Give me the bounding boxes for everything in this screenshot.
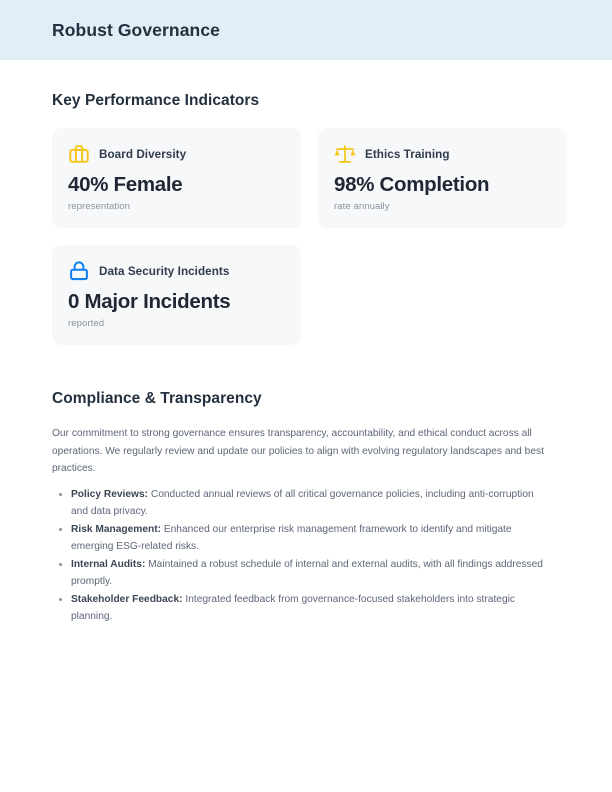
list-item: [52, 556, 552, 591]
kpi-sublabel: rate annually: [334, 200, 390, 212]
kpi-section-heading: Key Performance Indicators: [52, 92, 260, 109]
briefcase-icon: [68, 143, 90, 165]
kpi-card-board-diversity: [52, 128, 301, 228]
kpi-card-header: [68, 142, 285, 166]
kpi-card-header: [334, 142, 551, 166]
list-item-text: Maintained a robust schedule of internal and external audits, with all findings addressed promptly.: [71, 558, 543, 587]
list-item-term: Internal Audits:: [71, 558, 146, 570]
list-item: [52, 591, 552, 626]
list-item-term: Risk Management:: [71, 523, 162, 535]
kpi-sublabel: representation: [68, 200, 131, 212]
kpi-card-data-security-incidents: [52, 245, 301, 345]
list-item-text: Integrated feedback from governance-focused stakeholders into strategic planning.: [71, 593, 515, 622]
kpi-sublabel: reported: [68, 317, 105, 329]
kpi-label: Data Security Incidents: [99, 264, 230, 278]
list-item-text: Conducted annual reviews of all critical governance policies, including anti-corruption and data privacy.: [71, 488, 534, 517]
lock-icon: [68, 260, 90, 282]
compliance-section-heading: Compliance & Transparency: [52, 390, 262, 407]
list-item-text: Enhanced our enterprise risk management framework to identify and mitigate emerging ESG-related risks.: [71, 523, 512, 552]
scales-icon: [334, 143, 356, 165]
list-item: [52, 521, 552, 556]
kpi-value: 40% Female: [68, 173, 183, 196]
kpi-value: 0 Major Incidents: [68, 290, 231, 313]
list-item: [52, 486, 552, 521]
list-item-term: Stakeholder Feedback:: [71, 593, 183, 605]
kpi-value: 98% Completion: [334, 173, 490, 196]
kpi-card-ethics-training: [318, 128, 567, 228]
page-content: [0, 92, 612, 626]
compliance-paragraph: Our commitment to strong governance ensures transparency, accountability, and ethical conduct across all operations. We regularly review and update our policies to align with evolving regulatory landscapes and best practices.: [52, 428, 544, 474]
kpi-card-grid: [52, 128, 567, 345]
compliance-bullet-list: [52, 486, 552, 626]
kpi-card-header: [68, 259, 285, 283]
page-title: Robust Governance: [52, 19, 220, 40]
kpi-label: Board Diversity: [99, 147, 187, 161]
page-header: [0, 0, 612, 60]
list-item-term: Policy Reviews:: [71, 488, 149, 500]
kpi-label: Ethics Training: [365, 147, 450, 161]
